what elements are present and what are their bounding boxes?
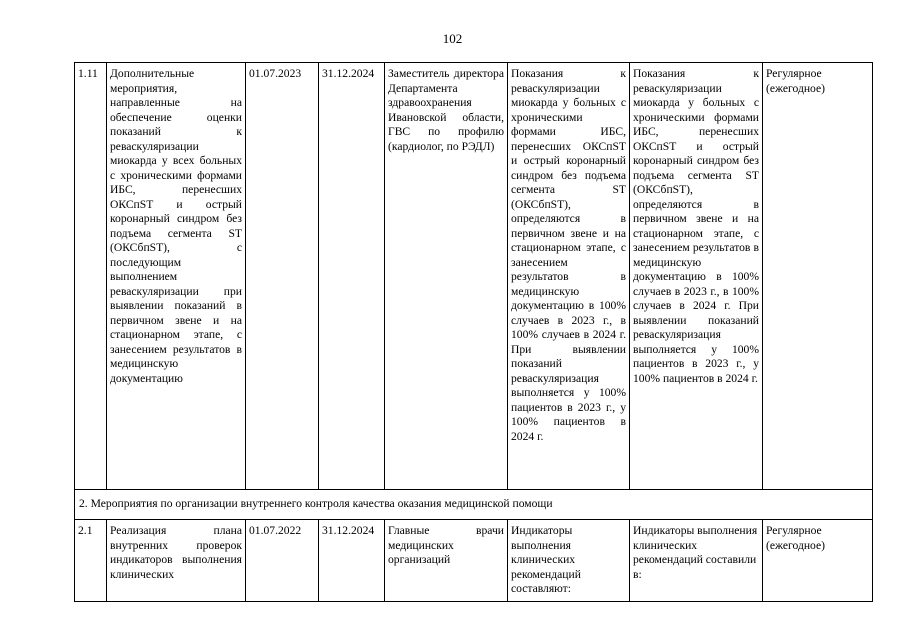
- page-number: 102: [442, 31, 463, 46]
- start-date-cell: 01.07.2023: [246, 63, 319, 490]
- row-number: 1.11: [75, 63, 107, 490]
- start-date-cell: 01.07.2022: [246, 520, 319, 602]
- frequency-cell: Регулярное (ежегодное): [763, 63, 873, 490]
- table-row-2-1: [75, 520, 873, 602]
- activity-cell: Дополнительные мероприятия, направленные на обеспечение оценки показаний к реваскуляризации миокарда у всех больных с хроническими формами ИБС, перенесших ОКСпST и острый коронарный синдром без подъема сегмента ST (ОКСбпST), с последующим выполнением реваскуляризации при выявлении показаний в первичном звене и на стационарном этапе, с занесением результатов в медицинскую документацию: [107, 63, 246, 490]
- table-row-1-11: [75, 63, 873, 490]
- end-date-cell: 31.12.2024: [319, 63, 385, 490]
- frequency-cell: Регулярное (ежегодное): [763, 520, 873, 602]
- end-date-cell: 31.12.2024: [319, 520, 385, 602]
- result-cell: Показания к реваскуляризации миокарда у больных с хроническими формами ИБС, перенесших ОКСпST и острый коронарный синдром без подъема сегмента ST (ОКСбпST), определяются в первичном звене и на стационарном этапе, с занесением результатов в медицинскую документацию в 100% случаев в 2023 г., в 100% случаев в 2024 г. При выявлении показаний реваскуляризация выполняется у 100% пациентов в 2023 г., у 100% пациентов в 2024 г.: [630, 63, 763, 490]
- indicator-cell: Показания к реваскуляризации миокарда у больных с хроническими формами ИБС, перенесших ОКСпST и острый коронарный синдром без подъема сегмента ST (ОКСбпST), определяются в первичном звене и на стационарном этапе, с занесением результатов в медицинскую документацию в 100% случаев в 2023 г., в 100% случаев в 2024 г. При выявлении показаний реваскуляризация выполняется у 100% пациентов в 2023 г., у 100% пациентов в 2024 г.: [508, 63, 630, 490]
- row-number: 2.1: [75, 520, 107, 602]
- section-2-title: 2. Мероприятия по организации внутреннего контроля качества оказания медицинской помощи: [75, 490, 873, 520]
- responsible-cell: Заместитель директора Департамента здравоохранения Ивановской области, ГВС по профилю (кардиолог, по РЭДЛ): [385, 63, 508, 490]
- result-cell: Индикаторы выполнения клинических рекомендаций составили в:: [630, 520, 763, 602]
- section-header-row: [75, 490, 873, 520]
- responsible-cell: Главные врачи медицинских организаций: [385, 520, 508, 602]
- measures-table: [74, 62, 873, 602]
- activity-cell: Реализация плана внутренних проверок индикаторов выполнения клинических: [107, 520, 246, 602]
- indicator-cell: Индикаторы выполнения клинических рекомендаций составляют:: [508, 520, 630, 602]
